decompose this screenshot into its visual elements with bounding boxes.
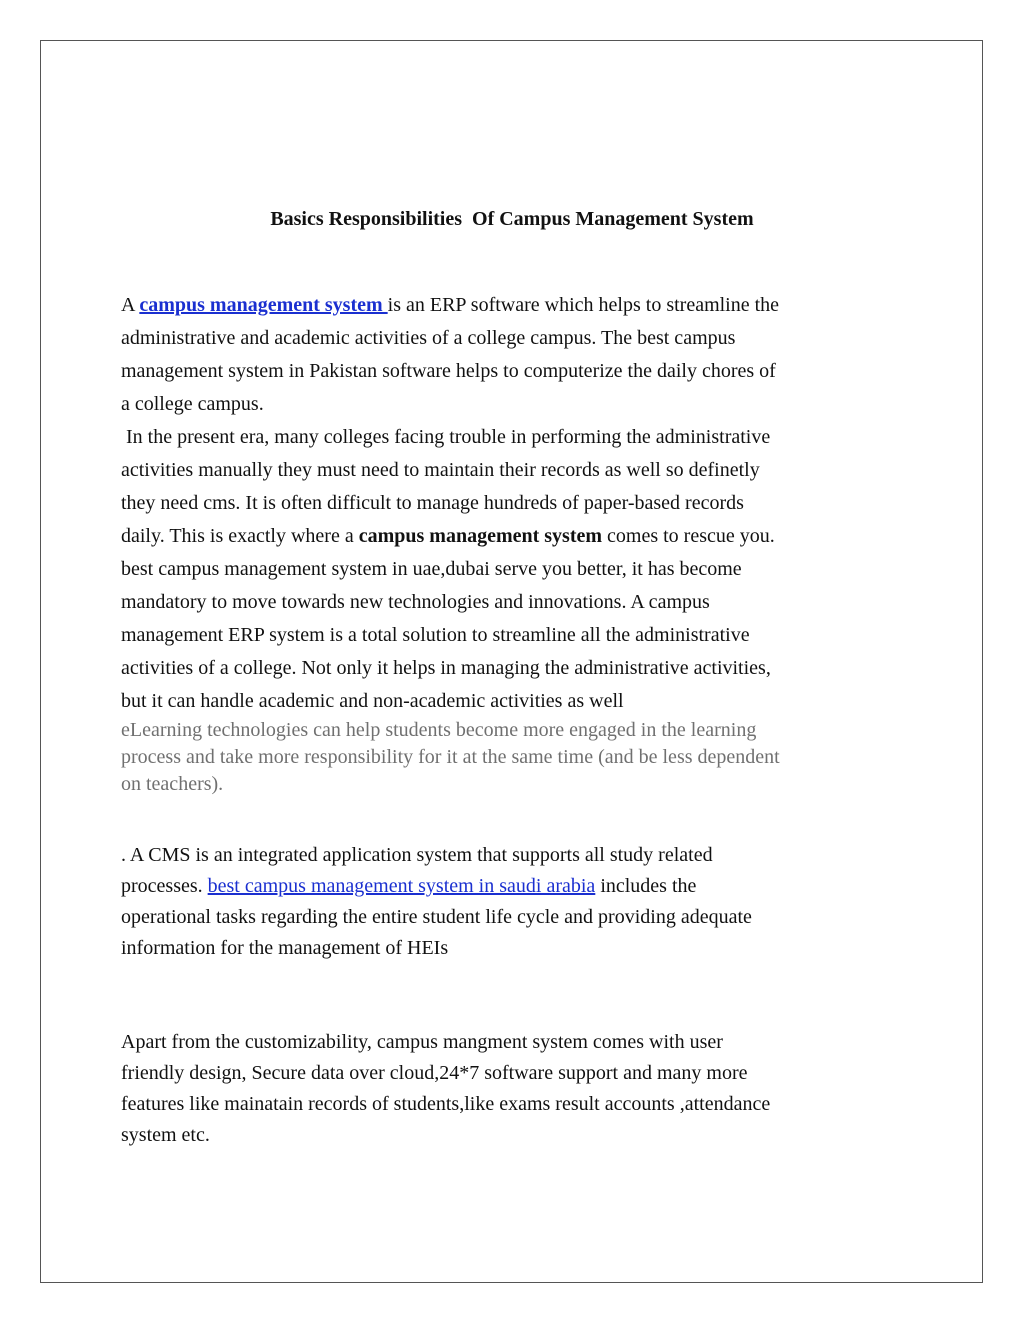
paragraph-line: eLearning technologies can help students become more engaged in the learning xyxy=(121,719,757,741)
text-segment: processes. xyxy=(121,875,208,897)
paragraph-features xyxy=(121,1027,911,1151)
text-segment: is an ERP software which helps to streamline the xyxy=(387,294,780,316)
paragraph-line: mandatory to move towards new technologies and innovations. A campus xyxy=(121,591,710,613)
paragraph-line: management ERP system is a total solution to streamline all the administrative xyxy=(121,624,750,646)
bold-term: campus management system xyxy=(358,525,603,547)
paragraph-intro xyxy=(121,289,911,718)
paragraph-cms xyxy=(121,840,911,964)
paragraph-line: on teachers). xyxy=(121,773,224,795)
paragraph-elearning xyxy=(121,717,911,798)
campus-management-system-link[interactable]: campus management system xyxy=(139,294,388,316)
text-segment: daily. This is exactly where a xyxy=(121,525,359,547)
paragraph-line: a college campus. xyxy=(121,393,264,415)
paragraph-line: Apart from the customizability, campus mangment system comes with user xyxy=(121,1031,723,1053)
saudi-arabia-link[interactable]: best campus management system in saudi arabia xyxy=(207,875,596,897)
paragraph-line: but it can handle academic and non-academic activities as well xyxy=(121,690,624,712)
paragraph-line: information for the management of HEIs xyxy=(121,937,449,959)
paragraph-line: best campus management system in uae,dubai serve you better, it has become xyxy=(121,558,742,580)
text-segment: A xyxy=(121,294,140,316)
paragraph-line: operational tasks regarding the entire student life cycle and providing adequate xyxy=(121,906,752,928)
paragraph-line: activities manually they must need to maintain their records as well so definetly xyxy=(121,459,760,481)
text-segment: comes to rescue you. xyxy=(602,525,775,547)
paragraph-line xyxy=(121,520,911,553)
paragraph-line xyxy=(121,871,911,902)
paragraph-line: In the present era, many colleges facing trouble in performing the administrative xyxy=(121,426,771,448)
paragraph-line: system etc. xyxy=(121,1124,210,1146)
text-segment: includes the xyxy=(595,875,697,897)
document-title: Basics Responsibilities Of Campus Management System xyxy=(270,208,754,230)
paragraph-line: . A CMS is an integrated application system that supports all study related xyxy=(121,844,713,866)
paragraph-line: features like mainatain records of students,like exams result accounts ,attendance xyxy=(121,1093,771,1115)
paragraph-line: administrative and academic activities of a college campus. The best campus xyxy=(121,327,736,349)
paragraph-line: management system in Pakistan software helps to computerize the daily chores of xyxy=(121,360,776,382)
paragraph-line xyxy=(121,289,911,322)
paragraph-line: friendly design, Secure data over cloud,24*7 software support and many more xyxy=(121,1062,748,1084)
paragraph-line: activities of a college. Not only it helps in managing the administrative activities, xyxy=(121,657,771,679)
paragraph-line: process and take more responsibility for it at the same time (and be less dependent xyxy=(121,746,780,768)
paragraph-line: they need cms. It is often difficult to manage hundreds of paper-based records xyxy=(121,492,744,514)
